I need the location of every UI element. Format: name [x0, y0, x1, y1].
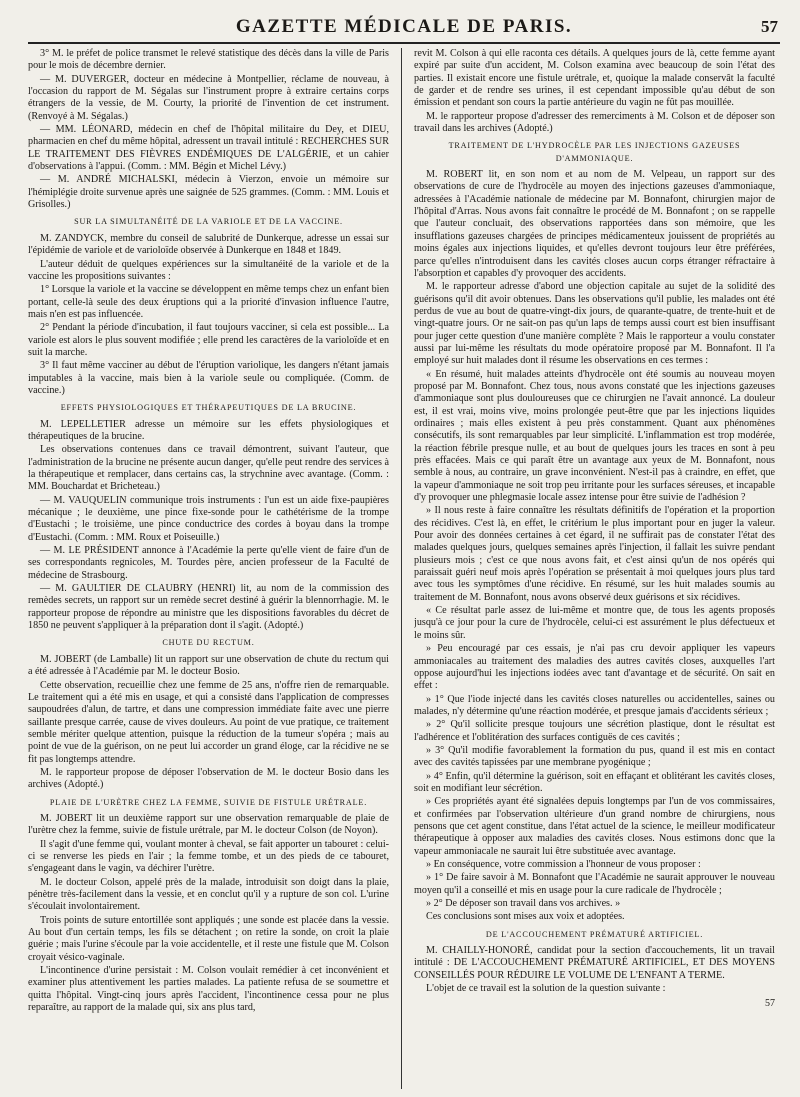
paragraph: — MM. LÉONARD, médecin en chef de l'hôpital militaire du Dey, et DIEU, pharmacien en chef du même hôpital, adressent un travail intitulé : RECHERCHES SUR LE TRAITEMENT DES FIÈVRES ENDÉMIQUES DE L'ALGÉRIE, et un cahier d'observations à l'appui. (Comm. : MM. Bégin et Michel Lévy.) — [28, 124, 389, 173]
section-heading: SUR LA SIMULTANÉITÉ DE LA VARIOLE ET DE LA VACCINE. — [74, 217, 343, 227]
paragraph: » 3° Qu'il modifie favorablement la formation du pus, quand il est mis en contact avec des cavités tapissées par une membrane pyogénique ; — [414, 744, 775, 769]
footer-page-mark: 57 — [765, 998, 775, 1010]
page-number: 57 — [761, 17, 778, 36]
section-heading: TRAITEMENT DE L'HYDROCÈLE PAR LES INJECTIONS GAZEUSES D'AMMONIAQUE. — [448, 141, 741, 163]
paragraph: » Il nous reste à faire connaître les résultats définitifs de l'opération et la proportion des récidives. C'est là, en effet, le critérium le plus important pour en juger la valeur. Pour avoir des données certaines à cet égard, il ne suffirait pas de constater l'état des malades quelques jours, quelques semaines après l'injection, il fallait les suivre pendant plusieurs mois ; c'est ce que nous avons fait, et c'est ainsi qu'un de nos opérés qui paraissait guéri neuf mois après l'opération se présentait à moi quelques jours plus tard avec tous les symptômes d'une récidive. En résumé, sur les huit malades soumis au traitement de M. Bonnafont, nous avons observé deux guérisons et six récidives. — [414, 505, 775, 603]
paragraph: L'auteur déduit de quelques expériences sur la simultanéité de la variole et de la vaccine les propositions suivantes : — [28, 258, 389, 282]
paragraph: » 2° De déposer son travail dans vos archives. » — [426, 898, 621, 910]
paragraph: — M. DUVERGER, docteur en médecine à Montpellier, réclame de nouveau, à l'occasion du rapport de M. Ségalas sur l'instrument propre à extraire certains corps étrangers de la vessie, de M. Courty, la priorité de l'invention de cet instrument. (Renvoyé à M. Ségalas.) — [28, 73, 389, 122]
paragraph: — M. LE PRÉSIDENT annonce à l'Académie la perte qu'elle vient de faire d'un de ses correspondants regnicoles, M. Tourdes père, ancien professeur de la Faculté de médecine de Strasbourg. — [28, 545, 389, 581]
paragraph: M. JOBERT lit un deuxième rapport sur une observation remarquable de plaie de l'urètre chez la femme, suivie de fistule urétrale, par M. le docteur Colson (de Noyon). — [28, 812, 389, 837]
paragraph: » 1° Que l'iode injecté dans les cavités closes naturelles ou accidentelles, saines ou malades, n'y détermine qu'une réaction modérée, et presque jamais d'accidents sérieux ; — [414, 693, 775, 717]
section-heading: DE L'ACCOUCHEMENT PRÉMATURÉ ARTIFICIEL. — [485, 929, 704, 939]
paragraph: M. ZANDYCK, membre du conseil de salubrité de Dunkerque, adresse un essai sur l'épidémie de variole et de varioloïde observée à Dunkerque en 1848 et 1849. — [28, 232, 389, 257]
section-heading: CHUTE DU RECTUM. — [162, 638, 255, 648]
page-title: GAZETTE MÉDICALE DE PARIS. — [235, 16, 573, 37]
paragraph: « En résumé, huit malades atteints d'hydrocèle ont été soumis au nouveau moyen proposé par M. Bonnafont. Chez tous, nous avons constaté que les injections gazeuses d'ammoniaque sont plus douloureuses que ce chirurgien ne l'avait annoncé. La douleur est, il est vrai, moins vive, moins prolongée peut-être que par les injections liquides ordinaires ; mais elles existent à peu près constamment. Quant aux phénomènes consécutifs, ils sont remarquables par leur simplicité. L'inflammation est trop modérée, la réaction fébrile presque nulle, et au bout de quelques jours les traces en sont à peu près effacées. Mais ce qui paraît être un avantage aux yeux de M. Bonnafont, nous semble à nous, au contraire, un grave inconvénient. N'est-il pas à craindre, en effet, que la vapeur d'ammoniaque ne soit trop peu irritante pour les surfaces séreuses, et incapable d'y provoquer une phlegmasie locale assez intense pour être suivie de l'adhésion ? — [414, 368, 775, 504]
left-column — [28, 48, 389, 1089]
paragraph: M. LEPELLETIER adresse un mémoire sur les effets physiologiques et thérapeutiques de la brucine. — [28, 418, 389, 442]
paragraph: Il s'agit d'une femme qui, voulant monter à cheval, se fait apporter un tabouret : celui-ci se renverse les pieds en l'air ; la femme tombe, et un des pieds de ce tabouret, s'engageant dans le vagin, va déchirer l'urètre. — [28, 838, 389, 875]
paragraph: — M. VAUQUELIN communique trois instruments : l'un est un aide fixe-paupières mécanique ; le deuxième, une pince fixe-sonde pour le cathétérisme de la trompe d'Eustachi ; le troisième, une pince conductrice des cordes à boyau dans la trompe d'Eustachi. (Comm. : MM. Roux et Poiseuille.) — [28, 494, 389, 543]
paragraph: M. le rapporteur propose de déposer l'observation de M. le docteur Bosio dans les archives (Adopté.) — [28, 766, 389, 791]
section-heading: EFFETS PHYSIOLOGIQUES ET THÉRAPEUTIQUES DE LA BRUCINE. — [60, 403, 357, 413]
paragraph: M. le rapporteur adresse d'abord une objection capitale au sujet de la solidité des guérisons qu'il dit avoir obtenues. Dans les observations qu'il publie, les malades ont été perdus de vue au bout de quatre-vingt-dix jours, de quarante-quatre, de trente-huit et de vingt-quatre jours. Or ne sait-on pas qu'un laps de temps aussi court est bien insuffisant pour juger cette question d'une manière complète ? Mais le rapporteur a voulu constater aussi par lui-même les résultats du mode opératoire proposé par M. Bonnafont. Il l'a employé sur huit malades dont il résume les observations en ces termes : — [414, 281, 775, 367]
paragraph: » Peu encouragé par ces essais, je n'ai pas cru devoir appliquer les vapeurs ammoniacales au traitement des maladies des autres cavités closes, auxquelles l'art oppose aujourd'hui les injections iodées avec tant d'avantage et de sécurité. On sait en effet : — [414, 643, 775, 692]
paragraph: 1° Lorsque la variole et la vaccine se développent en même temps chez un enfant bien portant, celle-là seule des deux éruptions qui a la priorité d'invasion influence l'autre, mais n'en est pas influencée. — [28, 284, 389, 320]
paragraph: 2° Pendant la période d'incubation, il faut toujours vacciner, si cela est possible... La variole est alors le plus souvent modifiée ; elle prend les caractères de la varioloïde et en suit la marche. — [28, 322, 389, 358]
paragraph: Cette observation, recueillie chez une femme de 25 ans, n'offre rien de remarquable. Le traitement qui a été mis en usage, et qui a consisté dans l'application de compresses saupoudrées d'alun, de tartre, et dans une compression immédiate faite avec une pierre saillante presque carrée, cause de vives douleurs. Au point de vue pratique, ce traitement semble mériter quelque attention, puisque la réduction de la tumeur s'opéra ; mais au point de vue de la guérison, on ne peut lui accorder un grand éloge, car la récidive ne se fit pas longtemps attendre. — [28, 679, 389, 765]
paragraph: Ces conclusions sont mises aux voix et adoptées. — [426, 911, 625, 923]
paragraph: L'incontinence d'urine persistait : M. Colson voulait remédier à cet inconvénient et examiner plus attentivement les parties malades. La patiente refusa de se soumettre et quitta l'hôpital. Vingt-cinq jours après l'accident, l'incontinence cessa pour ne plus reparaître, au rapport de la malade qui, six ans plus tard, — [28, 965, 389, 1014]
right-column — [414, 48, 775, 1089]
article-body — [28, 48, 780, 1089]
paragraph: « Ce résultat parle assez de lui-même et montre que, de tous les agents proposés jusqu'à ce jour pour la cure de l'hydrocèle, celui-ci est assurément le plus défectueux et le moins sûr. — [414, 605, 775, 641]
paragraph: — M. ANDRÉ MICHALSKI, médecin à Vierzon, envoie un mémoire sur l'hémiplégie droite survenue après une saignée de 525 grammes. (Comm. : MM. Louis et Grisolles.) — [28, 174, 389, 211]
paragraph: » 4° Enfin, qu'il détermine la guérison, soit en effaçant et oblitérant les cavités closes, soit en modifiant leur sécrétion. — [414, 770, 775, 794]
paragraph: M. le rapporteur propose d'adresser des remerciments à M. Colson et de déposer son travail dans les archives (Adopté.) — [414, 110, 775, 135]
paragraph: M. le docteur Colson, appelé près de la malade, introduisit son doigt dans la plaie, pénètre très-facilement dans la vessie, et en conclut qu'il y a rupture de son col. L'urine s'écoulait involontairement. — [28, 876, 389, 913]
section-heading: PLAIE DE L'URÈTRE CHEZ LA FEMME, SUIVIE DE FISTULE URÉTRALE. — [49, 797, 368, 807]
masthead — [28, 14, 780, 44]
paragraph: » 2° Qu'il sollicite presque toujours une sécrétion plastique, dont le résultat est l'adhérence et l'oblitération des surfaces contiguës de ces cavités ; — [414, 719, 775, 743]
paragraph: » 1° De faire savoir à M. Bonnafont que l'Académie ne saurait approuver le nouveau moyen qu'il a conseillé et mis en usage pour la cure radicale de l'hydrocèle ; — [414, 872, 775, 896]
paragraph: M. CHAILLY-HONORÉ, candidat pour la section d'accouchements, lit un travail intitulé : DE L'ACCOUCHEMENT PRÉMATURÉ ARTIFICIEL, ET DES MOYENS CONSEILLÉS POUR RÉDUIRE LE VOLUME DE L'ENFANT A TERME. — [414, 945, 775, 981]
paragraph: » En conséquence, votre commission a l'honneur de vous proposer : — [426, 859, 701, 870]
paragraph: L'objet de ce travail est la solution de la question suivante : — [426, 983, 666, 995]
paragraph: M. JOBERT (de Lamballe) lit un rapport sur une observation de chute du rectum qui a été adressée à l'Académie par M. le docteur Bosio. — [28, 653, 389, 678]
paragraph: Trois points de suture entortillée sont appliqués ; une sonde est placée dans la vessie. Au bout d'un certain temps, les fils se détachent ; on retire la sonde, on croit la plaie guérie ; mais l'urine s'écoule par la voie accidentelle, et il reste une fistule que M. Colson croyait vésico-vaginale. — [28, 914, 389, 963]
paragraph: M. ROBERT lit, en son nom et au nom de M. Velpeau, un rapport sur des observations de cure de l'hydrocèle au moyen des injections gazeuses d'ammoniaque, adressées à l'Académie nationale de médecine par M. Bonnafont, chirurgien major de l'hôpital d'Arras. Nous avons fait connaître le procédé de M. Bonnafont ; on se rappelle que l'auteur concluait, des observations rapportées dans son mémoire, que les insufflations gazeuses chargées de principes médicamenteux jouissent de propriétés au moins égales aux injections liquides, et qu'elles devront toujours leur être préférées, parce qu'elles n'introduisent dans les cavités closes aucun corps étranger réfractaire à l'absorption et capables d'y provoquer des accidents. — [414, 169, 775, 279]
paragraph: — M. GAULTIER DE CLAUBRY (HENRI) lit, au nom de la commission des remèdes secrets, un rapport sur un remède secret destiné à guérir la blennorrhagie. M. le rapporteur propose de répondre au ministre que les dispositions favorables du décret de 1850 ne peuvent s'appliquer à la préparation dont il s'agit. (Adopté.) — [28, 583, 389, 632]
paragraph: 3° Il faut même vacciner au début de l'éruption variolique, les dangers n'étant jamais imputables à la vaccine, mais bien à la variole seule ou compliquée. (Comm. de vaccine.) — [28, 360, 389, 396]
newspaper-page — [28, 14, 780, 1089]
paragraph: » Ces propriétés ayant été signalées depuis longtemps par l'un de vos commissaires, et confirmées par l'observation ultérieure d'un grand nombre de chirurgiens, nous pensons que cet agent constitue, dans l'état actuel de la science, le meilleur modificateur thérapeutique à opposer aux maladies des cavités closes. Nous estimons donc que la vapeur ammoniacale ne saurait lui être substituée avec avantage. — [414, 796, 775, 857]
paragraph: 3° M. le préfet de police transmet le relevé statistique des décès dans la ville de Paris pour le mois de décembre dernier. — [28, 48, 389, 72]
paragraph: Les observations contenues dans ce travail démontrent, suivant l'auteur, que l'administration de la brucine ne présente aucun danger, qu'elle peut rendre des services à la thérapeutique et remplacer, dans certains cas, la strychnine avec avantage. (Comm. : MM. Bouchardat et Bricheteau.) — [28, 444, 389, 493]
paragraph: revit M. Colson à qui elle raconta ces détails. A quelques jours de là, cette femme ayant expiré par suite d'un accident, M. Colson examina avec beaucoup de soin l'état des parties. Il existait encore une fistule urétrale, et, quoique la malade conservât la faculté de garder et de rendre ses urines, il est cependant impossible qu'au début de son émission et pendant son cours la partie antérieure du vagin ne fût pas mouillée. — [414, 48, 775, 109]
